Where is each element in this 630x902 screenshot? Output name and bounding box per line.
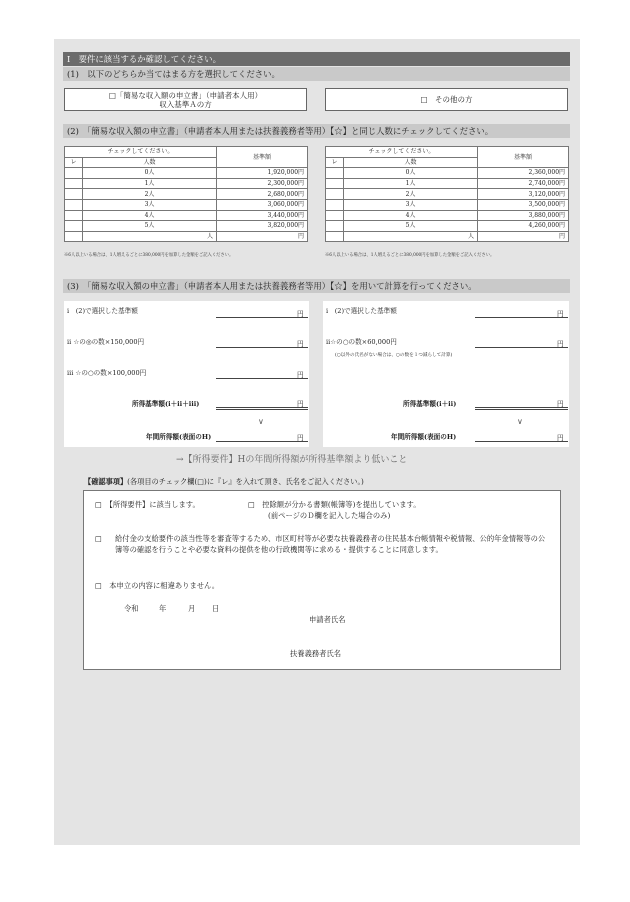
check-cell[interactable] [65,199,83,210]
col-threshold: 基準額 [217,147,308,168]
calc-panel-left [64,301,309,447]
check-label: チェックしてください。 [326,147,478,158]
check-cell[interactable] [326,168,344,179]
applicant-name-label: 申請者氏名 [309,615,346,624]
amount-cell: 4,260,000円 [478,221,569,232]
calc-left-annual-label: 年間所得額(表面のH) [146,433,212,441]
confirm-heading-rest: (各項目のチェック欄(□)に『レ』を入れて頂き、氏名をご記入ください。) [127,477,364,486]
amount-cell: 2,740,000円 [478,178,569,189]
calc-right-total-input[interactable] [475,407,568,410]
calc-right-input2[interactable] [475,347,568,348]
q1-header: (1) 以下のどちらか当てはまる方を選択してください。 [63,67,570,81]
table-row[interactable] [65,168,308,179]
table-row[interactable] [65,231,308,242]
people-cell: 0人 [83,168,217,179]
amount-cell: 3,440,000円 [217,210,308,221]
table-row[interactable] [326,210,569,221]
check-cell[interactable] [65,189,83,200]
amount-input[interactable]: 円 [217,231,308,242]
calc-right-annual-label: 年間所得額(表面のH) [391,433,457,441]
table-row[interactable] [326,168,569,179]
people-input[interactable]: 人 [83,231,217,242]
q3-header: (3) 「簡易な収入額の申立書」（申請者本人用または扶養義務者等用）【☆】を用いて計算を行ってください。 [63,279,570,293]
amount-cell: 2,680,000円 [217,189,308,200]
check-cell[interactable] [326,178,344,189]
check-cell[interactable] [65,221,83,232]
calc-left-annual-input[interactable] [216,441,308,442]
check-cell[interactable] [326,231,344,242]
calc-left-total-input[interactable] [216,407,308,410]
table-row[interactable] [65,221,308,232]
check-cell[interactable] [326,221,344,232]
calc-left-input1[interactable] [216,317,308,318]
confirm-item1[interactable]: □ 【所得要件】に該当します。 [95,500,200,509]
col-threshold: 基準額 [478,147,569,168]
date-era: 令和 [124,604,139,613]
table-row[interactable] [65,178,308,189]
amount-input[interactable]: 円 [478,231,569,242]
confirm-item2-sub: (前ページのＤ欄を記入した場合のみ) [268,511,391,520]
people-cell: 5人 [344,221,478,232]
col-check: レ [326,157,344,168]
checkbox-icon[interactable]: □ [95,534,102,543]
yen-unit: 円 [557,340,564,348]
check-cell[interactable] [326,199,344,210]
people-cell: 0人 [344,168,478,179]
calc-right-item1: ⅰ (2)で選択した基準額 [326,307,397,315]
col-check: レ [65,157,83,168]
check-label: チェックしてください。 [65,147,217,158]
option-b-box[interactable]: □ その他の方 [325,88,568,111]
guardian-name-label: 扶養義務者氏名 [290,649,342,658]
yen-unit: 円 [557,310,564,318]
table-row[interactable] [326,178,569,189]
amount-cell: 1,920,000円 [217,168,308,179]
calc-left-total-label: 所得基準額(ⅰ＋ⅱ＋ⅲ) [132,400,200,408]
confirm-item4[interactable]: □ 本申立の内容に相違ありません。 [95,581,220,590]
people-cell: 4人 [344,210,478,221]
amount-cell: 3,820,000円 [217,221,308,232]
calc-right-note: (○以外の氏名がない場合は、○の数を１つ減らして計算) [335,353,453,358]
option-a-line2: 収入基準Ａの方 [159,100,212,109]
compare-mark: ∨ [258,417,264,426]
confirm-heading-bold: 【確認事項】 [84,477,128,486]
yen-unit: 円 [297,400,304,408]
check-cell[interactable] [65,231,83,242]
check-cell[interactable] [65,168,83,179]
check-cell[interactable] [65,210,83,221]
col-people: 人数 [83,157,217,168]
people-input[interactable]: 人 [344,231,478,242]
calc-left-input3[interactable] [216,378,308,379]
people-cell: 3人 [344,199,478,210]
threshold-table-right [325,146,569,242]
table-row[interactable] [65,199,308,210]
yen-unit: 円 [297,371,304,379]
check-cell[interactable] [65,178,83,189]
income-requirement-statement: →【所得要件】Hの年間所得額が所得基準額より低いこと [176,455,408,465]
confirm-item2[interactable]: □ 控除額が分かる書類(帳簿等)を提出しています。 [248,500,421,509]
calc-right-item2: ⅱ☆の○の数×60,000円 [326,338,397,346]
compare-mark: ∨ [517,417,523,426]
check-cell[interactable] [326,189,344,200]
people-cell: 2人 [83,189,217,200]
calc-right-input1[interactable] [475,317,568,318]
yen-unit: 円 [297,310,304,318]
amount-cell: 3,120,000円 [478,189,569,200]
people-cell: 2人 [344,189,478,200]
col-people: 人数 [344,157,478,168]
calc-left-item3: ⅲ ☆の○の数×100,000円 [67,369,147,377]
yen-unit: 円 [297,340,304,348]
option-a-box[interactable] [64,88,307,111]
left-note: ※6人以上いる場合は、1人増えるごとに380,000円を加算した金額をご記入ください。 [64,253,234,258]
confirm-item3: 給付金の支給要件の該当性等を審査等するため、市区町村等が必要な扶養義務者の住民基本台帳情報や税情報、公的年金情報等の公簿等の確認を行うことや必要な資料の提供を他の行政機関等に求める・提供することに同意します。 [115,534,546,554]
people-cell: 3人 [83,199,217,210]
table-row[interactable] [326,199,569,210]
date-month[interactable]: 月 [188,604,196,613]
check-cell[interactable] [326,210,344,221]
calc-right-annual-input[interactable] [475,441,568,442]
amount-cell: 2,360,000円 [478,168,569,179]
amount-cell: 3,880,000円 [478,210,569,221]
yen-unit: 円 [557,400,564,408]
people-cell: 5人 [83,221,217,232]
calc-right-total-label: 所得基準額(ⅰ＋ⅱ) [403,400,457,408]
section1-title: Ⅰ 要件に該当するか確認してください。 [63,52,570,66]
yen-unit: 円 [297,434,304,442]
date-day[interactable]: 日 [212,604,220,613]
option-a-line1: □「簡易な収入額の申立書」（申請者本人用） [108,91,263,100]
calc-left-item2: ⅱ ☆の◎の数×150,000円 [67,338,145,346]
table-row[interactable] [65,189,308,200]
table-row[interactable] [65,210,308,221]
table-row[interactable] [326,189,569,200]
calc-panel-right [323,301,569,447]
amount-cell: 2,300,000円 [217,178,308,189]
people-cell: 1人 [344,178,478,189]
people-cell: 1人 [83,178,217,189]
form-sheet [54,39,580,845]
confirm-heading [84,477,364,487]
people-cell: 4人 [83,210,217,221]
q2-header: (2) 「簡易な収入額の申立書」（申請者本人用または扶養義務者等用）【☆】と同じ人数にチェックしてください。 [63,124,570,138]
right-note: ※6人以上いる場合は、1人増えるごとに380,000円を加算した金額をご記入ください。 [325,253,495,258]
table-row[interactable] [326,221,569,232]
amount-cell: 3,060,000円 [217,199,308,210]
amount-cell: 3,500,000円 [478,199,569,210]
date-year[interactable]: 年 [159,604,167,613]
calc-left-item1: ⅰ (2)で選択した基準額 [67,307,138,315]
yen-unit: 円 [557,434,564,442]
table-row[interactable] [326,231,569,242]
confirm-box [83,490,561,670]
calc-left-input2[interactable] [216,347,308,348]
threshold-table-left [64,146,308,242]
